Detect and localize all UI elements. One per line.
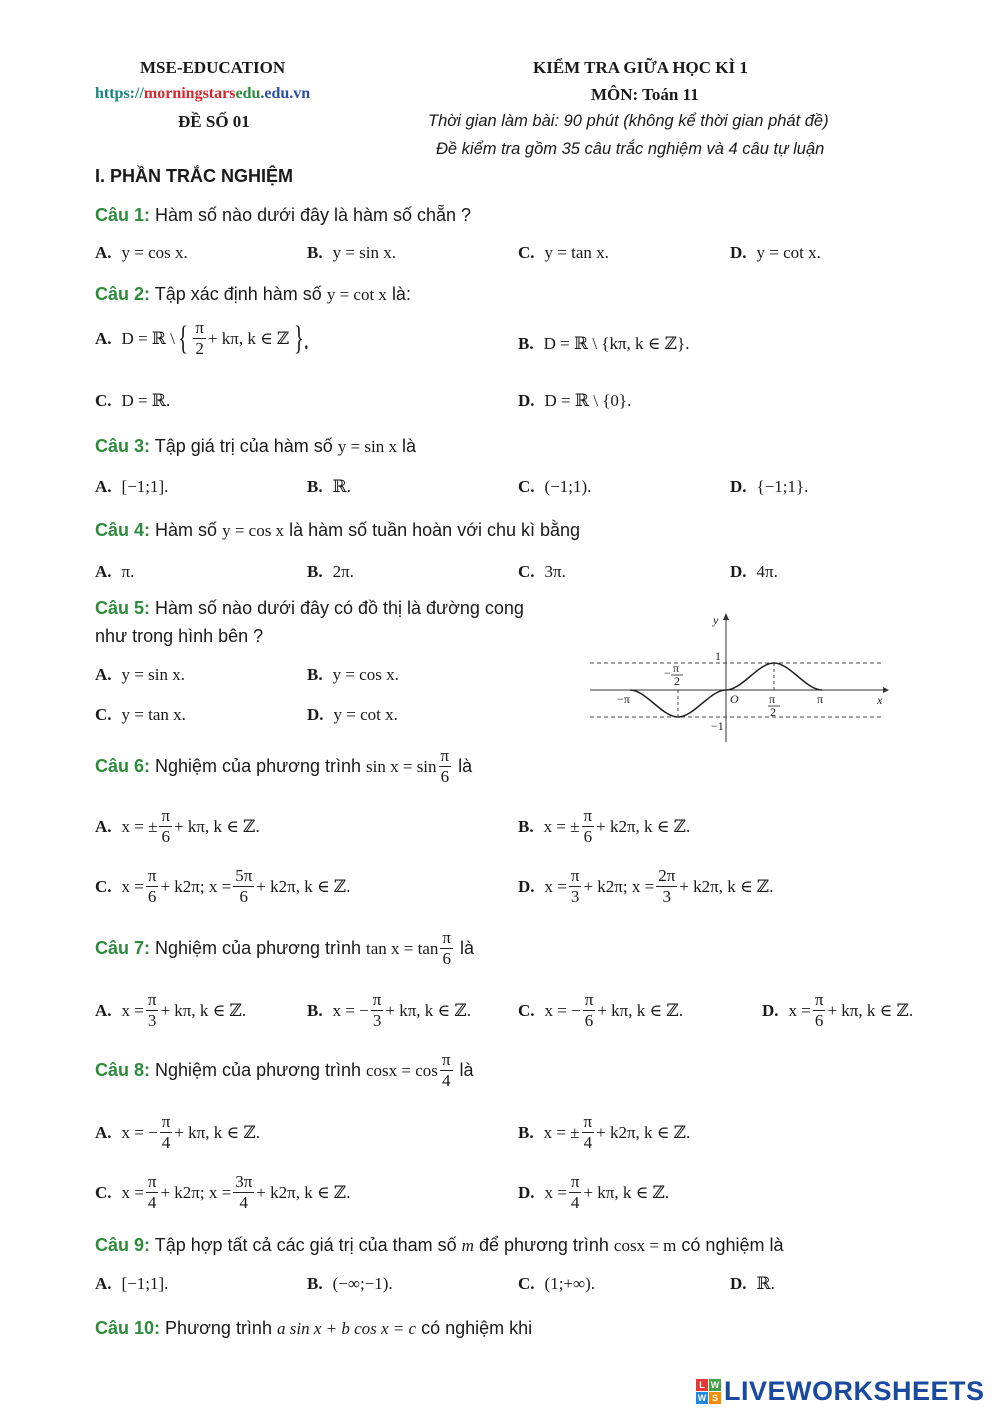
question-math: y = cos x <box>222 521 285 540</box>
website-link[interactable] <box>95 85 310 103</box>
tick-neg-pi: −π <box>617 692 630 706</box>
question-text: Nghiệm của phương trình <box>155 1060 361 1080</box>
sine-graph <box>585 610 890 745</box>
question-text: Hàm số nào dưới đây là hàm số chẵn ? <box>155 205 472 225</box>
question-label: Câu 3: <box>95 436 151 456</box>
q3-option-b[interactable] <box>307 477 351 497</box>
option-label: A. <box>95 816 112 836</box>
question-text: Tập hợp tất cả các giá trị của tham số <box>154 1235 457 1255</box>
option-label: D. <box>730 562 747 581</box>
question-text: Tập giá trị của hàm số <box>154 436 333 456</box>
question-tail: là <box>402 436 417 456</box>
q3-option-d[interactable] <box>730 477 808 497</box>
question-math: y = cot x <box>326 285 387 304</box>
tick-pi-2-num: π <box>769 692 776 706</box>
q4-option-d[interactable] <box>730 562 778 582</box>
option-label: C. <box>518 1000 535 1020</box>
logo-badge-icon: L W W S <box>697 1380 720 1403</box>
time-note: Thời gian làm bài: 90 phút (không kể thời gian phát đề) <box>428 112 829 130</box>
x-axis-arrow <box>883 687 889 693</box>
option-text: D = ℝ \ {kπ, k ∈ ℤ}. <box>543 334 690 353</box>
question-tail: là hàm số tuần hoàn với chu kì bằng <box>289 520 581 540</box>
fraction: $\frac{\pi}{2}$ <box>195 318 204 358</box>
option-text: 2π. <box>332 562 354 581</box>
option-text: y = sin x. <box>332 243 397 262</box>
option-text: y = cos x. <box>121 243 188 262</box>
q9-option-a[interactable] <box>95 1274 168 1294</box>
q5-option-d[interactable] <box>307 705 398 725</box>
tick-one: 1 <box>715 649 721 663</box>
q5-option-b[interactable] <box>307 665 399 685</box>
question-label: Câu 7: <box>95 938 151 958</box>
option-label: A. <box>95 1000 112 1020</box>
question-tail: là <box>460 938 475 958</box>
url-red: morningstars <box>143 85 236 102</box>
option-label: D. <box>730 243 747 262</box>
q6-option-b[interactable]: B. x = ± $\frac{\pi}{6}$ + k2π, k ∈ ℤ. <box>518 806 691 846</box>
option-label: B. <box>307 562 323 581</box>
url-prefix: https:// <box>95 85 144 102</box>
question-tail: có nghiệm khi <box>421 1318 533 1338</box>
question-tail: có nghiệm là <box>681 1235 784 1255</box>
org-name: MSE-EDUCATION <box>140 58 286 77</box>
option-label: A. <box>95 1274 112 1293</box>
option-label: B. <box>307 665 323 684</box>
question-text: Nghiệm của phương trình <box>155 756 361 776</box>
tick-pi: π <box>817 692 824 706</box>
q8-option-c[interactable]: C. x = $\frac{\pi}{4}$ + k2π; x = $\frac{3\pi}{4}$ + k2π, k ∈ ℤ. <box>95 1172 351 1212</box>
q1-option-b[interactable] <box>307 243 396 263</box>
question-1 <box>95 205 471 226</box>
tick-neg-one: −1 <box>711 719 724 733</box>
option-label: B. <box>307 1000 323 1020</box>
option-text: y = cot x. <box>333 705 398 724</box>
option-label: B. <box>518 816 534 836</box>
question-label: Câu 4: <box>95 520 151 540</box>
question-6 <box>95 746 472 787</box>
option-label: B. <box>307 1274 323 1293</box>
option-text: D = ℝ \ {0}. <box>544 391 632 410</box>
x-label: x <box>877 693 883 707</box>
option-label: C. <box>95 705 112 724</box>
option-text: ℝ. <box>756 1274 775 1293</box>
tick-pi-2-den: 2 <box>770 705 776 719</box>
option-label: C. <box>518 562 535 581</box>
option-label: B. <box>307 243 323 262</box>
option-label: A. <box>95 243 112 262</box>
option-text: y = tan x. <box>121 705 186 724</box>
q5-option-a[interactable] <box>95 665 185 685</box>
y-axis-arrow <box>723 613 729 620</box>
url-green: edu <box>235 85 261 102</box>
option-text: y = cot x. <box>756 243 821 262</box>
subject: MÔN: Toán 11 <box>591 85 699 104</box>
question-tail: là: <box>391 284 411 304</box>
liveworksheets-logo[interactable] <box>696 1376 985 1407</box>
option-label: A. <box>95 562 112 581</box>
question-label: Câu 9: <box>95 1235 151 1255</box>
q4-option-c[interactable] <box>518 562 566 582</box>
option-text: (−∞;−1). <box>332 1274 393 1293</box>
question-text: Phương trình <box>165 1318 272 1338</box>
option-text: D = ℝ. <box>121 391 171 410</box>
option-text: {−1;1}. <box>756 477 809 496</box>
content-note: Đề kiểm tra gồm 35 câu trắc nghiệm và 4 câu tự luận <box>436 140 825 158</box>
option-label: D. <box>518 876 535 896</box>
logo-text: LIVEWORKSHEETS <box>724 1376 985 1406</box>
option-label: D. <box>307 705 324 724</box>
y-label: y <box>713 613 719 627</box>
brace: }. <box>294 319 310 357</box>
question-8 <box>95 1050 474 1091</box>
q1-option-d[interactable] <box>730 243 821 263</box>
q1-option-c[interactable] <box>518 243 609 263</box>
option-text: [−1;1]. <box>121 1274 169 1293</box>
question-label: Câu 1: <box>95 205 151 225</box>
question-math: a sin x + b cos x = c <box>276 1319 417 1338</box>
q3-option-c[interactable] <box>518 477 591 497</box>
q8-option-a[interactable]: A. x = − $\frac{\pi}{4}$ + kπ, k ∈ ℤ. <box>95 1112 260 1152</box>
question-text: Hàm số <box>155 520 218 540</box>
option-label: C. <box>518 1274 535 1293</box>
option-text: D = ℝ \ <box>121 328 175 348</box>
q2-option-c[interactable] <box>95 391 170 411</box>
option-label: D. <box>730 1274 747 1293</box>
question-tail: là <box>458 756 473 776</box>
q7-option-d[interactable]: D. x = $\frac{\pi}{6}$ + kπ, k ∈ ℤ. <box>762 990 914 1030</box>
question-text: Hàm số nào dưới đây có đồ thị là đường cong <box>155 598 524 618</box>
tick-neg-pi-2-sign: − <box>664 666 671 680</box>
question-3 <box>95 436 416 457</box>
question-label: Câu 10: <box>95 1318 161 1338</box>
tick-neg-pi-2-den: 2 <box>674 674 680 688</box>
question-5-line-2: như trong hình bên ? <box>95 626 264 646</box>
q5-option-c[interactable] <box>95 705 186 725</box>
option-label: A. <box>95 665 112 684</box>
question-10 <box>95 1318 532 1339</box>
option-label: B. <box>518 1122 534 1142</box>
option-text: 3π. <box>544 562 566 581</box>
q6-option-c[interactable]: C. x = $\frac{\pi}{6}$ + k2π; x = $\frac{5\pi}{6}$ + k2π, k ∈ ℤ. <box>95 866 351 906</box>
question-math: m <box>461 1236 474 1255</box>
brace: { <box>178 319 189 357</box>
option-label: C. <box>95 1182 112 1202</box>
q9-option-d[interactable] <box>730 1274 775 1294</box>
q7-option-b[interactable]: B. x = − $\frac{\pi}{3}$ + kπ, k ∈ ℤ. <box>307 990 472 1030</box>
question-5 <box>95 598 524 619</box>
option-label: C. <box>518 243 535 262</box>
q9-option-b[interactable] <box>307 1274 393 1294</box>
question-4 <box>95 520 580 541</box>
question-tail: là <box>459 1060 474 1080</box>
section-title: I. PHẦN TRẮC NGHIỆM <box>95 166 293 186</box>
exam-number: ĐỀ SỐ 01 <box>178 112 250 131</box>
q2-option-d[interactable] <box>518 391 631 411</box>
option-text: y = cos x. <box>332 665 399 684</box>
question-label: Câu 2: <box>95 284 151 304</box>
option-label: C. <box>518 477 535 496</box>
question-math: cosx = cos <box>366 1060 438 1080</box>
q2-option-b[interactable] <box>518 334 689 354</box>
option-text: ℝ. <box>332 477 351 496</box>
question-text: để phương trình <box>478 1235 609 1255</box>
option-text: [−1;1]. <box>121 477 169 496</box>
option-label: D. <box>730 477 747 496</box>
tick-neg-pi-2-num: π <box>673 661 680 675</box>
question-9 <box>95 1235 783 1256</box>
fraction: $\frac{\pi}{6}$ <box>440 746 450 786</box>
question-2 <box>95 284 411 305</box>
option-label: C. <box>95 876 112 896</box>
question-text: Nghiệm của phương trình <box>155 938 361 958</box>
option-label: A. <box>95 477 112 496</box>
option-text: y = tan x. <box>544 243 609 262</box>
question-math: y = sin x <box>337 437 397 456</box>
exam-title: KIỂM TRA GIỮA HỌC KÌ 1 <box>533 58 748 77</box>
question-math: tan x = tan <box>366 938 439 958</box>
q4-option-b[interactable] <box>307 562 354 582</box>
option-text: π. <box>121 562 135 581</box>
option-label: B. <box>307 477 323 496</box>
url-blue: .edu.vn <box>260 85 311 102</box>
question-text: Tập xác định hàm số <box>154 284 322 304</box>
option-text: (1;+∞). <box>544 1274 596 1293</box>
option-text: (−1;1). <box>544 477 592 496</box>
q4-option-a[interactable] <box>95 562 134 582</box>
question-math: cosx = m <box>613 1236 677 1255</box>
option-text: + kπ, k ∈ ℤ <box>207 328 290 348</box>
fraction: $\frac{\pi}{6}$ <box>442 928 451 968</box>
q6-option-d[interactable]: D. x = $\frac{\pi}{3}$ + k2π; x = $\frac{2\pi}{3}$ + k2π, k ∈ ℤ. <box>518 866 774 906</box>
option-label: B. <box>518 334 534 353</box>
option-label: D. <box>518 391 535 410</box>
option-label: C. <box>95 391 112 410</box>
q8-option-d[interactable]: D. x = $\frac{\pi}{4}$ + kπ, k ∈ ℤ. <box>518 1172 670 1212</box>
q8-option-b[interactable]: B. x = ± $\frac{\pi}{4}$ + k2π, k ∈ ℤ. <box>518 1112 691 1152</box>
q3-option-a[interactable] <box>95 477 168 497</box>
option-label: D. <box>762 1000 779 1020</box>
question-7 <box>95 928 474 969</box>
q6-option-a[interactable]: A. x = ± $\frac{\pi}{6}$ + kπ, k ∈ ℤ. <box>95 806 260 846</box>
origin-label: O <box>730 692 739 706</box>
q7-option-a[interactable]: A. x = $\frac{\pi}{3}$ + kπ, k ∈ ℤ. <box>95 990 247 1030</box>
q7-option-c[interactable]: C. x = − $\frac{\pi}{6}$ + kπ, k ∈ ℤ. <box>518 990 683 1030</box>
q2-option-a[interactable] <box>95 318 314 359</box>
option-label: A. <box>95 328 112 348</box>
question-math: sin x = sin <box>366 756 437 776</box>
option-label: A. <box>95 1122 112 1142</box>
option-text: y = sin x. <box>121 665 185 684</box>
question-label: Câu 5: <box>95 598 151 618</box>
option-text: 4π. <box>756 562 778 581</box>
option-label: D. <box>518 1182 535 1202</box>
question-label: Câu 8: <box>95 1060 151 1080</box>
fraction: $\frac{\pi}{4}$ <box>441 1050 451 1090</box>
q9-option-c[interactable] <box>518 1274 595 1294</box>
question-label: Câu 6: <box>95 756 151 776</box>
q1-option-a[interactable] <box>95 243 188 263</box>
